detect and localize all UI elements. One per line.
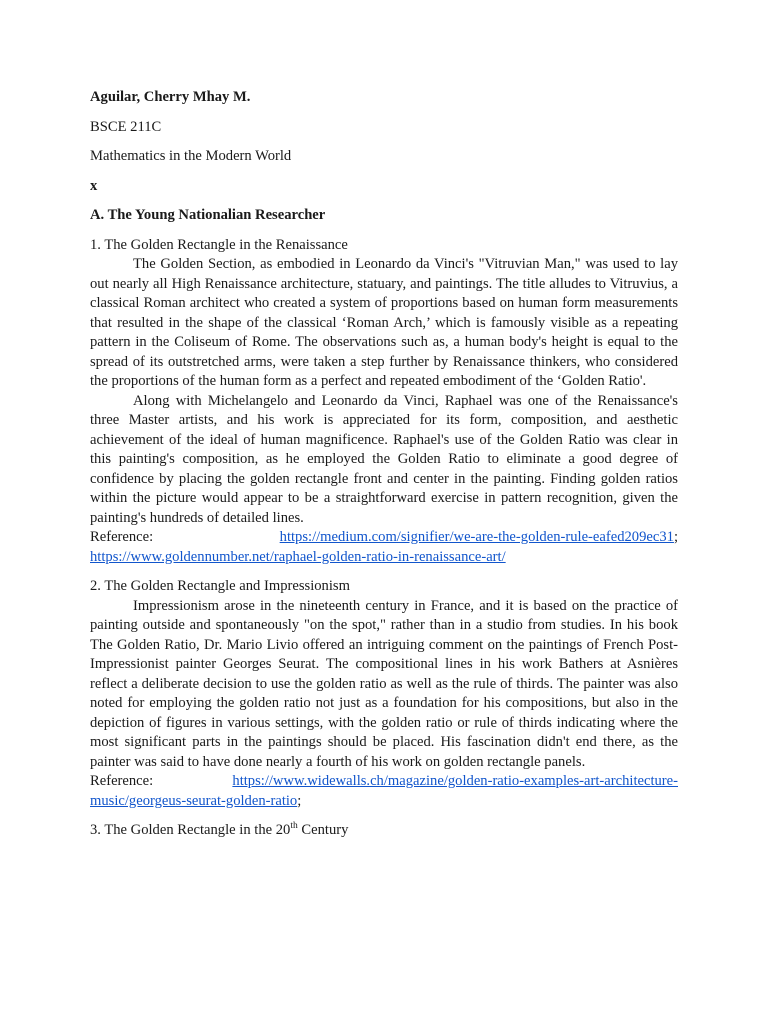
reference-link-goldennumber[interactable]: https://www.goldennumber.net/raphael-golden-ratio-in-renaissance-art/	[90, 548, 506, 565]
reference-impressionism	[90, 772, 678, 811]
reference-renaissance	[90, 528, 678, 567]
document-page	[90, 88, 678, 841]
heading-renaissance: 1. The Golden Rectangle in the Renaissance	[90, 236, 348, 253]
heading-20th-superscript: th	[290, 821, 298, 832]
reference-link-widewalls-continued[interactable]: music/georgeus-seurat-golden-ratio	[90, 792, 298, 809]
heading-20th-century	[90, 821, 678, 841]
reference-link-group	[280, 528, 678, 548]
author-name: Aguilar, Cherry Mhay M.	[90, 89, 251, 105]
reference-label: Reference:	[90, 529, 154, 545]
paragraph-vitruvian: The Golden Section, as embodied in Leonardo da Vinci's "Vitruvian Man," was used to lay out nearly all High Renaissance architecture, statuary, and paintings. The title alludes to Vitruvius, a classical Roman architect who created a system of proportions based on human form measurements that resulted in the shape of the classical ‘Roman Arch,’ which is famously visible as a repeating pattern in the Coliseum of Rome. The observations such as, a human body's height is equal to the spread of its outstretched arms, were taken a step further by Renaissance thinkers, who considered the proportions of the human form as a perfect and repeated embodiment of the ‘Golden Ratio'.	[90, 256, 678, 389]
reference-link-medium[interactable]: https://medium.com/signifier/we-are-the-golden-rule-eafed209ec31	[279, 529, 674, 545]
course-section: BSCE 211C	[90, 118, 162, 135]
heading-20th-suffix: Century	[297, 822, 349, 838]
heading-20th-prefix: 3. The Golden Rectangle in the 20	[90, 822, 291, 838]
paragraph-raphael: Along with Michelangelo and Leonardo da Vinci, Raphael was one of the Renaissance's three Master artists, and his work is appreciated for its form, composition, and aesthetic achievement of the ideal of human magnificence. Raphael's use of the Golden Ratio was clear in this painting's composition, as he employed the Golden Ratio to eliminate a good degree of confidence by placing the golden rectangle front and center in the painting. Finding golden ratios within the picture would appear to be a straightforward exercise in pattern recognition, given the painting's hundreds of detailed lines.	[90, 392, 678, 526]
reference-separator: ;	[297, 792, 302, 809]
mark-x: x	[90, 177, 98, 194]
reference-separator: ;	[673, 529, 678, 545]
reference-link-widewalls[interactable]: https://www.widewalls.ch/magazine/golden-ratio-examples-art-architecture-	[232, 773, 678, 789]
paragraph-seurat: Impressionism arose in the nineteenth century in France, and it is based on the practice of painting outside and spontaneously "on the spot," rather than in a studio from studies. In his book The Golden Ratio, Dr. Mario Livio offered an intriguing comment on the paintings of French Post-Impressionist painter Georges Seurat. The compositional lines in his work Bathers at Asnières reflect a deliberate decision to use the golden ratio as well as the rule of thirds. The painter was also noted for employing the golden ratio not just as a foundation for his compositions, but also in the depiction of figures in various settings, with the golden ratio or rule of thirds indicating where the most significant parts in the paintings should be placed. His fascination didn't end there, as the painter was said to have done nearly a fourth of his work on golden rectangle panels.	[90, 597, 678, 770]
course-title: Mathematics in the Modern World	[90, 148, 292, 164]
section-title: A. The Young Nationalian Researcher	[90, 207, 326, 223]
heading-impressionism: 2. The Golden Rectangle and Impressionism	[90, 578, 350, 594]
reference-label: Reference:	[90, 773, 154, 789]
